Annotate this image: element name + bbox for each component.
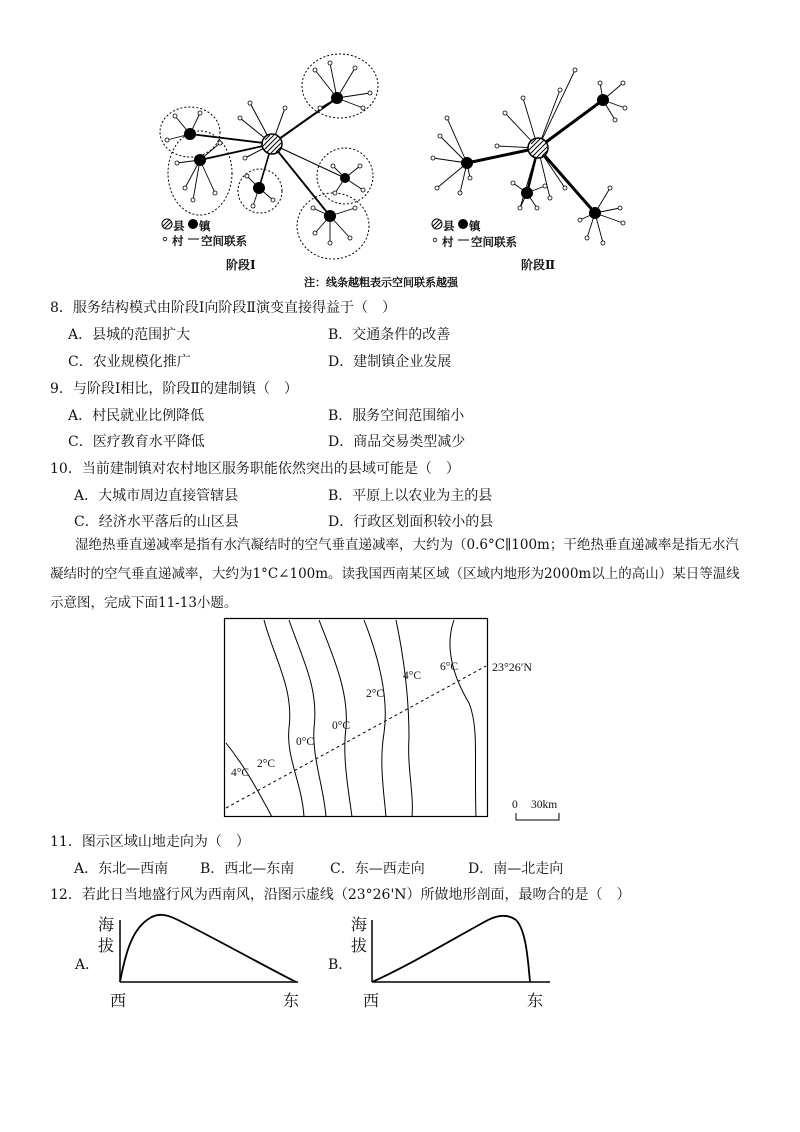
profile-b-ylabel-1: 海 — [351, 915, 368, 934]
stage2-label: 阶段Ⅱ — [521, 258, 556, 272]
legend2-county-label: 县 — [443, 221, 455, 233]
q9-option-c[interactable]: C．医疗教育水平降低 — [68, 434, 205, 450]
profile-b-option-label[interactable]: B． — [328, 957, 353, 973]
intro-line-2: 凝结时的空气垂直递减率，大约为1°C∠100m。读我国西南某区域（区域内地形为2000m以上的高山）某日等温线 — [50, 566, 740, 582]
isotherm-label-6c-top: 6°C — [440, 661, 459, 673]
scale-zero: 0 — [512, 799, 518, 811]
isotherm-label-0c-left: 0°C — [296, 736, 315, 748]
stage2-diagram — [425, 58, 635, 263]
intro-line-3: 示意图，完成下面11-13小题。 — [50, 595, 238, 611]
scale-distance: 30km — [531, 799, 558, 811]
q9-stem: 9．与阶段Ⅰ相比，阶段Ⅱ的建制镇（ ） — [50, 381, 298, 397]
q9-option-a[interactable]: A．村民就业比例降低 — [68, 408, 205, 424]
q8-option-b[interactable]: B．交通条件的改善 — [328, 327, 451, 343]
q9-option-d[interactable]: D．商品交易类型减少 — [328, 434, 466, 450]
profile-a-west-label: 西 — [110, 991, 127, 1010]
profile-b-chart[interactable] — [370, 910, 555, 985]
legend-town-label: 镇 — [199, 221, 211, 233]
profile-a-ylabel-1: 海 — [98, 915, 115, 934]
isotherm-label-2c-left: 2°C — [257, 758, 276, 770]
q12-stem: 12．若此日当地盛行风为西南风，沿图示虚线（23°26'N）所做地形剖面，最吻合的是（ ） — [50, 887, 631, 903]
isotherm-label-4c-right: 4°C — [403, 670, 422, 682]
q11-option-d[interactable]: D．南—北走向 — [468, 861, 564, 877]
isotherm-label-2c-right: 2°C — [366, 688, 385, 700]
q10-option-b[interactable]: B．平原上以农业为主的县 — [328, 488, 493, 504]
legend-county-label: 县 — [173, 221, 185, 233]
legend-link-label: 空间联系 — [201, 236, 247, 248]
stage1-diagram — [155, 48, 395, 258]
q8-option-d[interactable]: D．建制镇企业发展 — [328, 354, 452, 370]
legend2-link-label: 空间联系 — [471, 237, 517, 249]
scale-bar — [515, 812, 565, 822]
q11-option-c[interactable]: C．东—西走向 — [330, 861, 425, 877]
q8-option-a[interactable]: A．县城的范围扩大 — [68, 327, 191, 343]
q10-option-a[interactable]: A．大城市周边直接管辖县 — [74, 488, 239, 504]
figure-note: 注：线条越粗表示空间联系越强 — [304, 276, 458, 289]
intro-line-1: 湿绝热垂直递减率是指有水汽凝结时的空气垂直递减率，大约为（0.6°C∥100m；干绝热垂直递减率是指无水汽 — [75, 537, 739, 553]
q8-stem: 8．服务结构模式由阶段Ⅰ向阶段Ⅱ演变直接得益于（ ） — [50, 300, 396, 316]
profile-a-chart[interactable] — [118, 910, 303, 985]
q11-option-b[interactable]: B．西北—东南 — [200, 861, 295, 877]
isotherm-map — [224, 618, 489, 818]
profile-a-east-label: 东 — [283, 991, 300, 1010]
stage1-label: 阶段Ⅰ — [226, 258, 256, 272]
profile-b-ylabel-2: 拔 — [351, 936, 368, 955]
q9-option-b[interactable]: B．服务空间范围缩小 — [328, 408, 465, 424]
q10-option-c[interactable]: C．经济水平落后的山区县 — [74, 514, 239, 530]
legend2-town-label: 镇 — [469, 221, 481, 233]
profile-a-option-label[interactable]: A． — [75, 957, 100, 973]
isotherm-label-4c-left: 4°C — [231, 767, 250, 779]
legend2-village-label: 村 — [442, 237, 454, 249]
q10-option-d[interactable]: D．行政区划面积较小的县 — [328, 514, 494, 530]
profile-b-east-label: 东 — [527, 991, 544, 1010]
profile-b-west-label: 西 — [363, 991, 380, 1010]
q10-stem: 10．当前建制镇对农村地区服务职能依然突出的县域可能是（ ） — [50, 461, 460, 477]
legend-village-label: 村 — [172, 236, 184, 248]
isotherm-label-0c-right: 0°C — [332, 720, 351, 732]
q8-option-c[interactable]: C．农业规模化推广 — [68, 354, 191, 370]
q11-stem: 11．图示区域山地走向为（ ） — [50, 834, 250, 850]
q11-option-a[interactable]: A．东北—西南 — [74, 861, 169, 877]
latitude-label: 23°26′N — [492, 660, 533, 674]
profile-a-ylabel-2: 拔 — [98, 936, 115, 955]
